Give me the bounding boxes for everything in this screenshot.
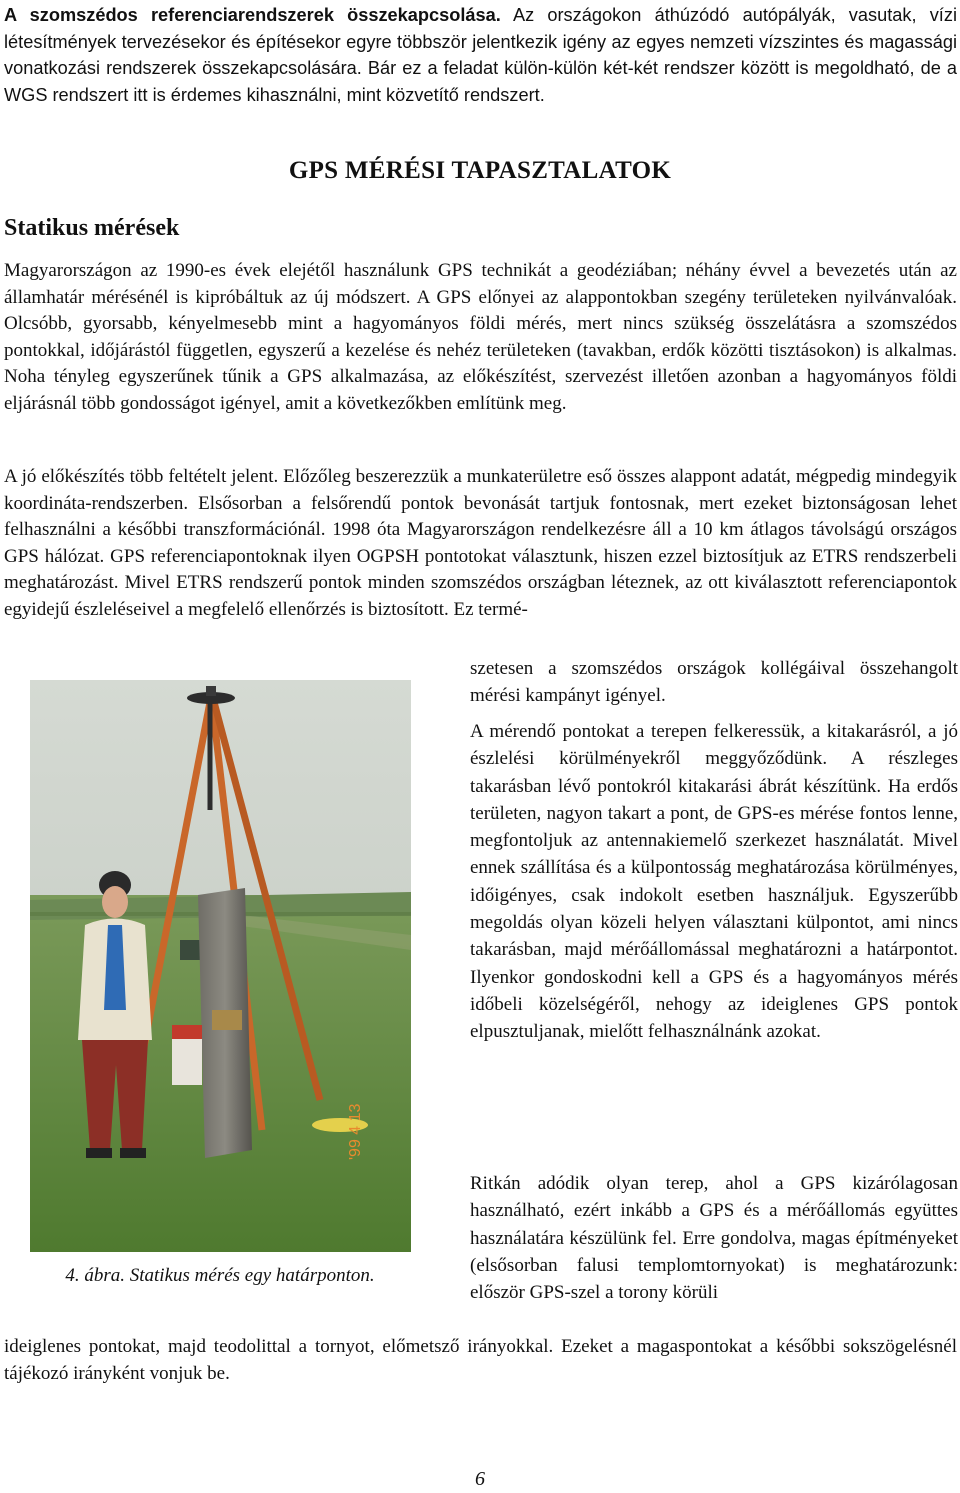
subsection-heading: Statikus mérések (4, 215, 180, 241)
paragraph-gps-intro: Magyarországon az 1990-es évek elejétől használunk GPS technikát a geodéziában; néhány évvel a bevezetés után az államhatár mérésénél is kipróbáltuk az új módszert. A GPS előnyei az alappontokban szegény területeken nyilvánvalóak. Olcsóbb, gyorsabb, kényelmesebb mint a hagyományos földi mérés, mert nincs szükség összelátásra a szomszédos pontokkal, időjárástól független, egyszerű a kezelése és nehéz területeken (tavakban, erdők közötti tisztásokon) is alkalmas. Noha tényleg egyszerűnek tűnik a GPS alkalmazása, az előkészítést, szervezést illetően azonban a hagyományos földi eljárásnál több gondosságot igényel, amit a következőkben említünk meg. (4, 260, 957, 414)
paragraph-combined-use: Ritkán adódik olyan terep, ahol a GPS kizárólagosan használható, ezért inkább a GPS és a mérőállomás együttes használatára készülünk fel. Erre gondolva, magas építményeket (elsősorban falusi templomtornyokat) is meghatározunk: először GPS-szel a torony körüli (470, 1173, 958, 1304)
intro-title: A szomszédos referenciarendszerek összekapcsolása. (4, 5, 501, 25)
section-heading: GPS MÉRÉSI TAPASZTALATOK (288, 157, 672, 184)
paragraph-preparation-column: szetesen a szomszédos országok kollégáival összehangolt mérési kampányt igényel. (470, 658, 958, 707)
paragraph-field-survey: A mérendő pontokat a terepen felkeressük, a kitakarásról, a jó észlelési körülményekről meggyőződünk. A részleges takarásban lévő pontokról kitakarási ábrát készítünk. Ha erdős területen, nagyon takart a pont, de GPS-es mérése fontos lenne, megfontoljuk az antennakiemelő szerkezet használatát. Mivel ennek szállítása és a külpontosság meghatározása körülményes, időigényes, csak indokolt esetben használjuk. Egyszerűbb megoldás olyan közeli helyen választani külpontot, ami nincs takarásban, majd mérőállomással meghatározni a határpontot. Ilyenkor gondoskodni kell a GPS és a hagyományos mérés időbeli közelségéről, nehogy az ideiglenes GPS pontok elpusztuljanak, mielőtt felhasználnánk azokat. (470, 721, 958, 1043)
figure-caption: 4. ábra. Statikus mérés egy határponton. (65, 1265, 375, 1286)
paragraph-combined-use-tail: ideiglenes pontokat, majd teodolittal a tornyot, előmetsző irányokkal. Ezeket a magaspontokat a későbbi sokszögelésnél tájékozó irányként vonjuk be. (4, 1336, 957, 1384)
figure-photo (30, 680, 411, 1252)
intro-paragraph (4, 2, 957, 108)
page-number: 6 (475, 1468, 485, 1490)
survey-photo-illustration (30, 680, 411, 1252)
photo-date-stamp: '99 4 13 (347, 1103, 364, 1160)
intro-text: Az országokon áthúzódó autópályák, vasutak, vízi létesítmények tervezésekor és építésekor egyre többször jelentkezik igény az egyes nemzeti vízszintes és magassági vonatkozási rendszerek összekapcsolására. Bár ez a feladat külön-külön két-két rendszer között is megoldható, de a WGS rendszert itt is érdemes kihasználni, mint közvetítő rendszert. (4, 5, 957, 105)
paragraph-preparation: A jó előkészítés több feltételt jelent. Előzőleg beszerezzük a munkaterületre eső összes alappont adatát, mégpedig mindegyik koordináta-rendszerben. Elsősorban a felsőrendű pontok bevonását tartjuk fontosnak, mert ezeket biztonságosan lehet felhasználni a későbbi transzformációnál. 1998 óta Magyarországon rendelkezésre áll a 10 km átlagos távolságú országos GPS hálózat. GPS referenciapontoknak ilyen OGPSH pontotokat választunk, hiszen ezzel biztosítjuk az ETRS rendszerbeli meghatározást. Mivel ETRS rendszerű pontok minden szomszédos országban léteznek, az ott kiválasztott referenciapontok egyidejű észleléseivel a megfelelő ellenőrzés is biztosított. Ez termé- (4, 466, 957, 620)
